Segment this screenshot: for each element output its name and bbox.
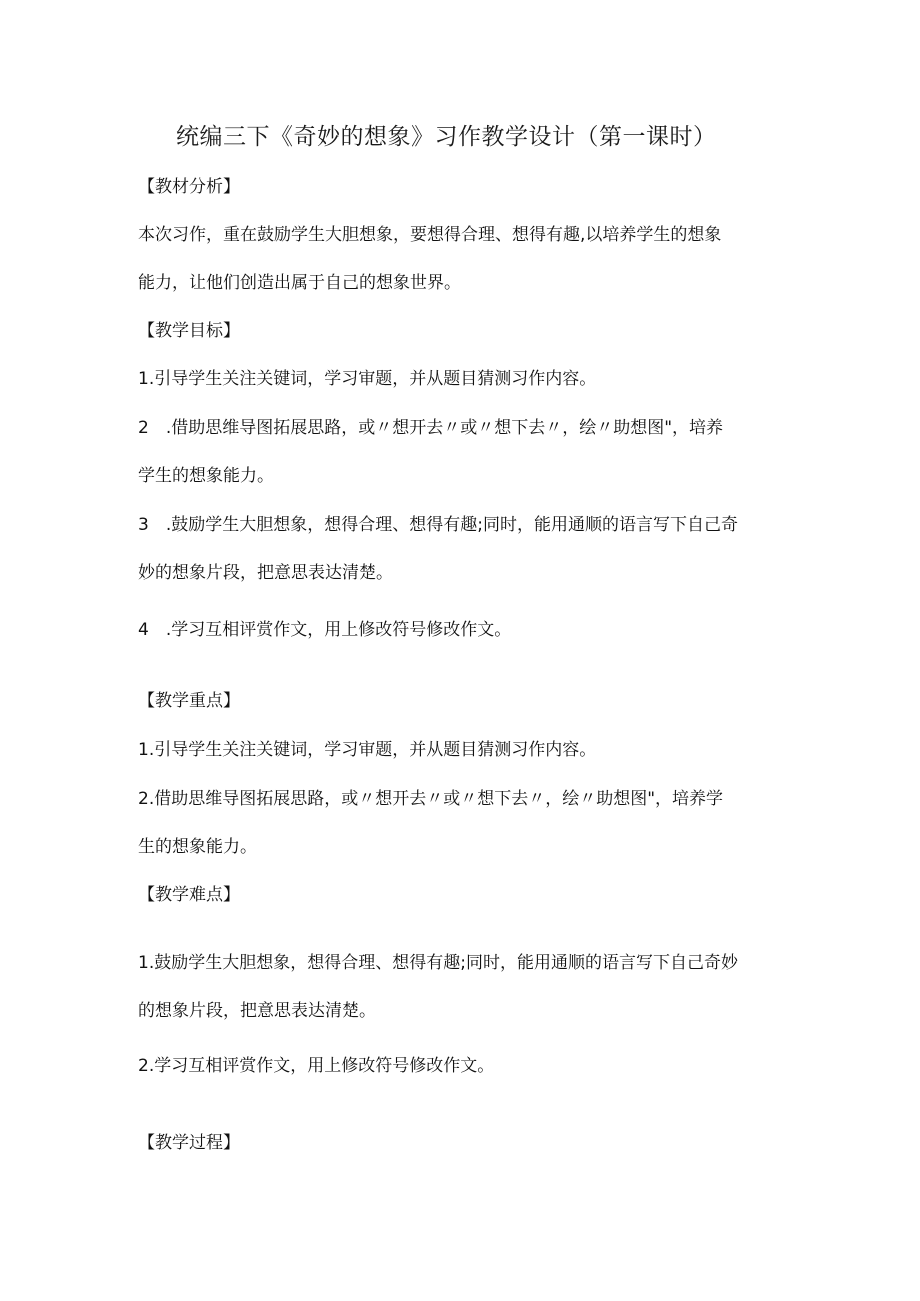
section-heading-key-points: 【教学重点】 <box>138 691 240 711</box>
section-heading-difficulties: 【教学难点】 <box>138 885 240 905</box>
difficulty-line: 2.学习互相评赏作文，用上修改符号修改作文。 <box>138 1056 495 1076</box>
objective-line: 4 .学习互相评赏作文，用上修改符号修改作文。 <box>138 620 512 640</box>
analysis-line: 本次习作，重在鼓励学生大胆想象，要想得合理、想得有趣,以培养学生的想象 <box>138 225 722 245</box>
objective-line: 学生的想象能力。 <box>138 466 274 486</box>
document-title: 统编三下《奇妙的想象》习作教学设计（第一课时） <box>176 124 717 150</box>
difficulty-line: 1.鼓励学生大胆想象，想得合理、想得有趣;同时，能用通顺的语言写下自己奇妙 <box>138 953 738 973</box>
objective-line: 3 .鼓励学生大胆想象，想得合理、想得有趣;同时，能用通顺的语言写下自己奇 <box>138 515 738 535</box>
key-point-line: 2.借助思维导图拓展思路，或〃想开去〃或〃想下去〃，绘〃助想图"，培养学 <box>138 789 724 809</box>
difficulty-line: 的想象片段，把意思表达清楚。 <box>138 1001 376 1021</box>
objective-line: 2 .借助思维导图拓展思路，或〃想开去〃或〃想下去〃，绘〃助想图"，培养 <box>138 418 724 438</box>
key-point-line: 1.引导学生关注关键词，学习审题，并从题目猜测习作内容。 <box>138 740 597 760</box>
analysis-line: 能力，让他们创造出属于自己的想象世界。 <box>138 273 461 293</box>
key-point-line: 生的想象能力。 <box>138 837 257 857</box>
section-heading-process: 【教学过程】 <box>138 1133 240 1153</box>
section-heading-objectives: 【教学目标】 <box>138 321 240 341</box>
objective-line: 妙的想象片段，把意思表达清楚。 <box>138 563 393 583</box>
section-heading-analysis: 【教材分析】 <box>138 177 240 197</box>
objective-line: 1.引导学生关注关键词，学习审题，并从题目猜测习作内容。 <box>138 369 597 389</box>
